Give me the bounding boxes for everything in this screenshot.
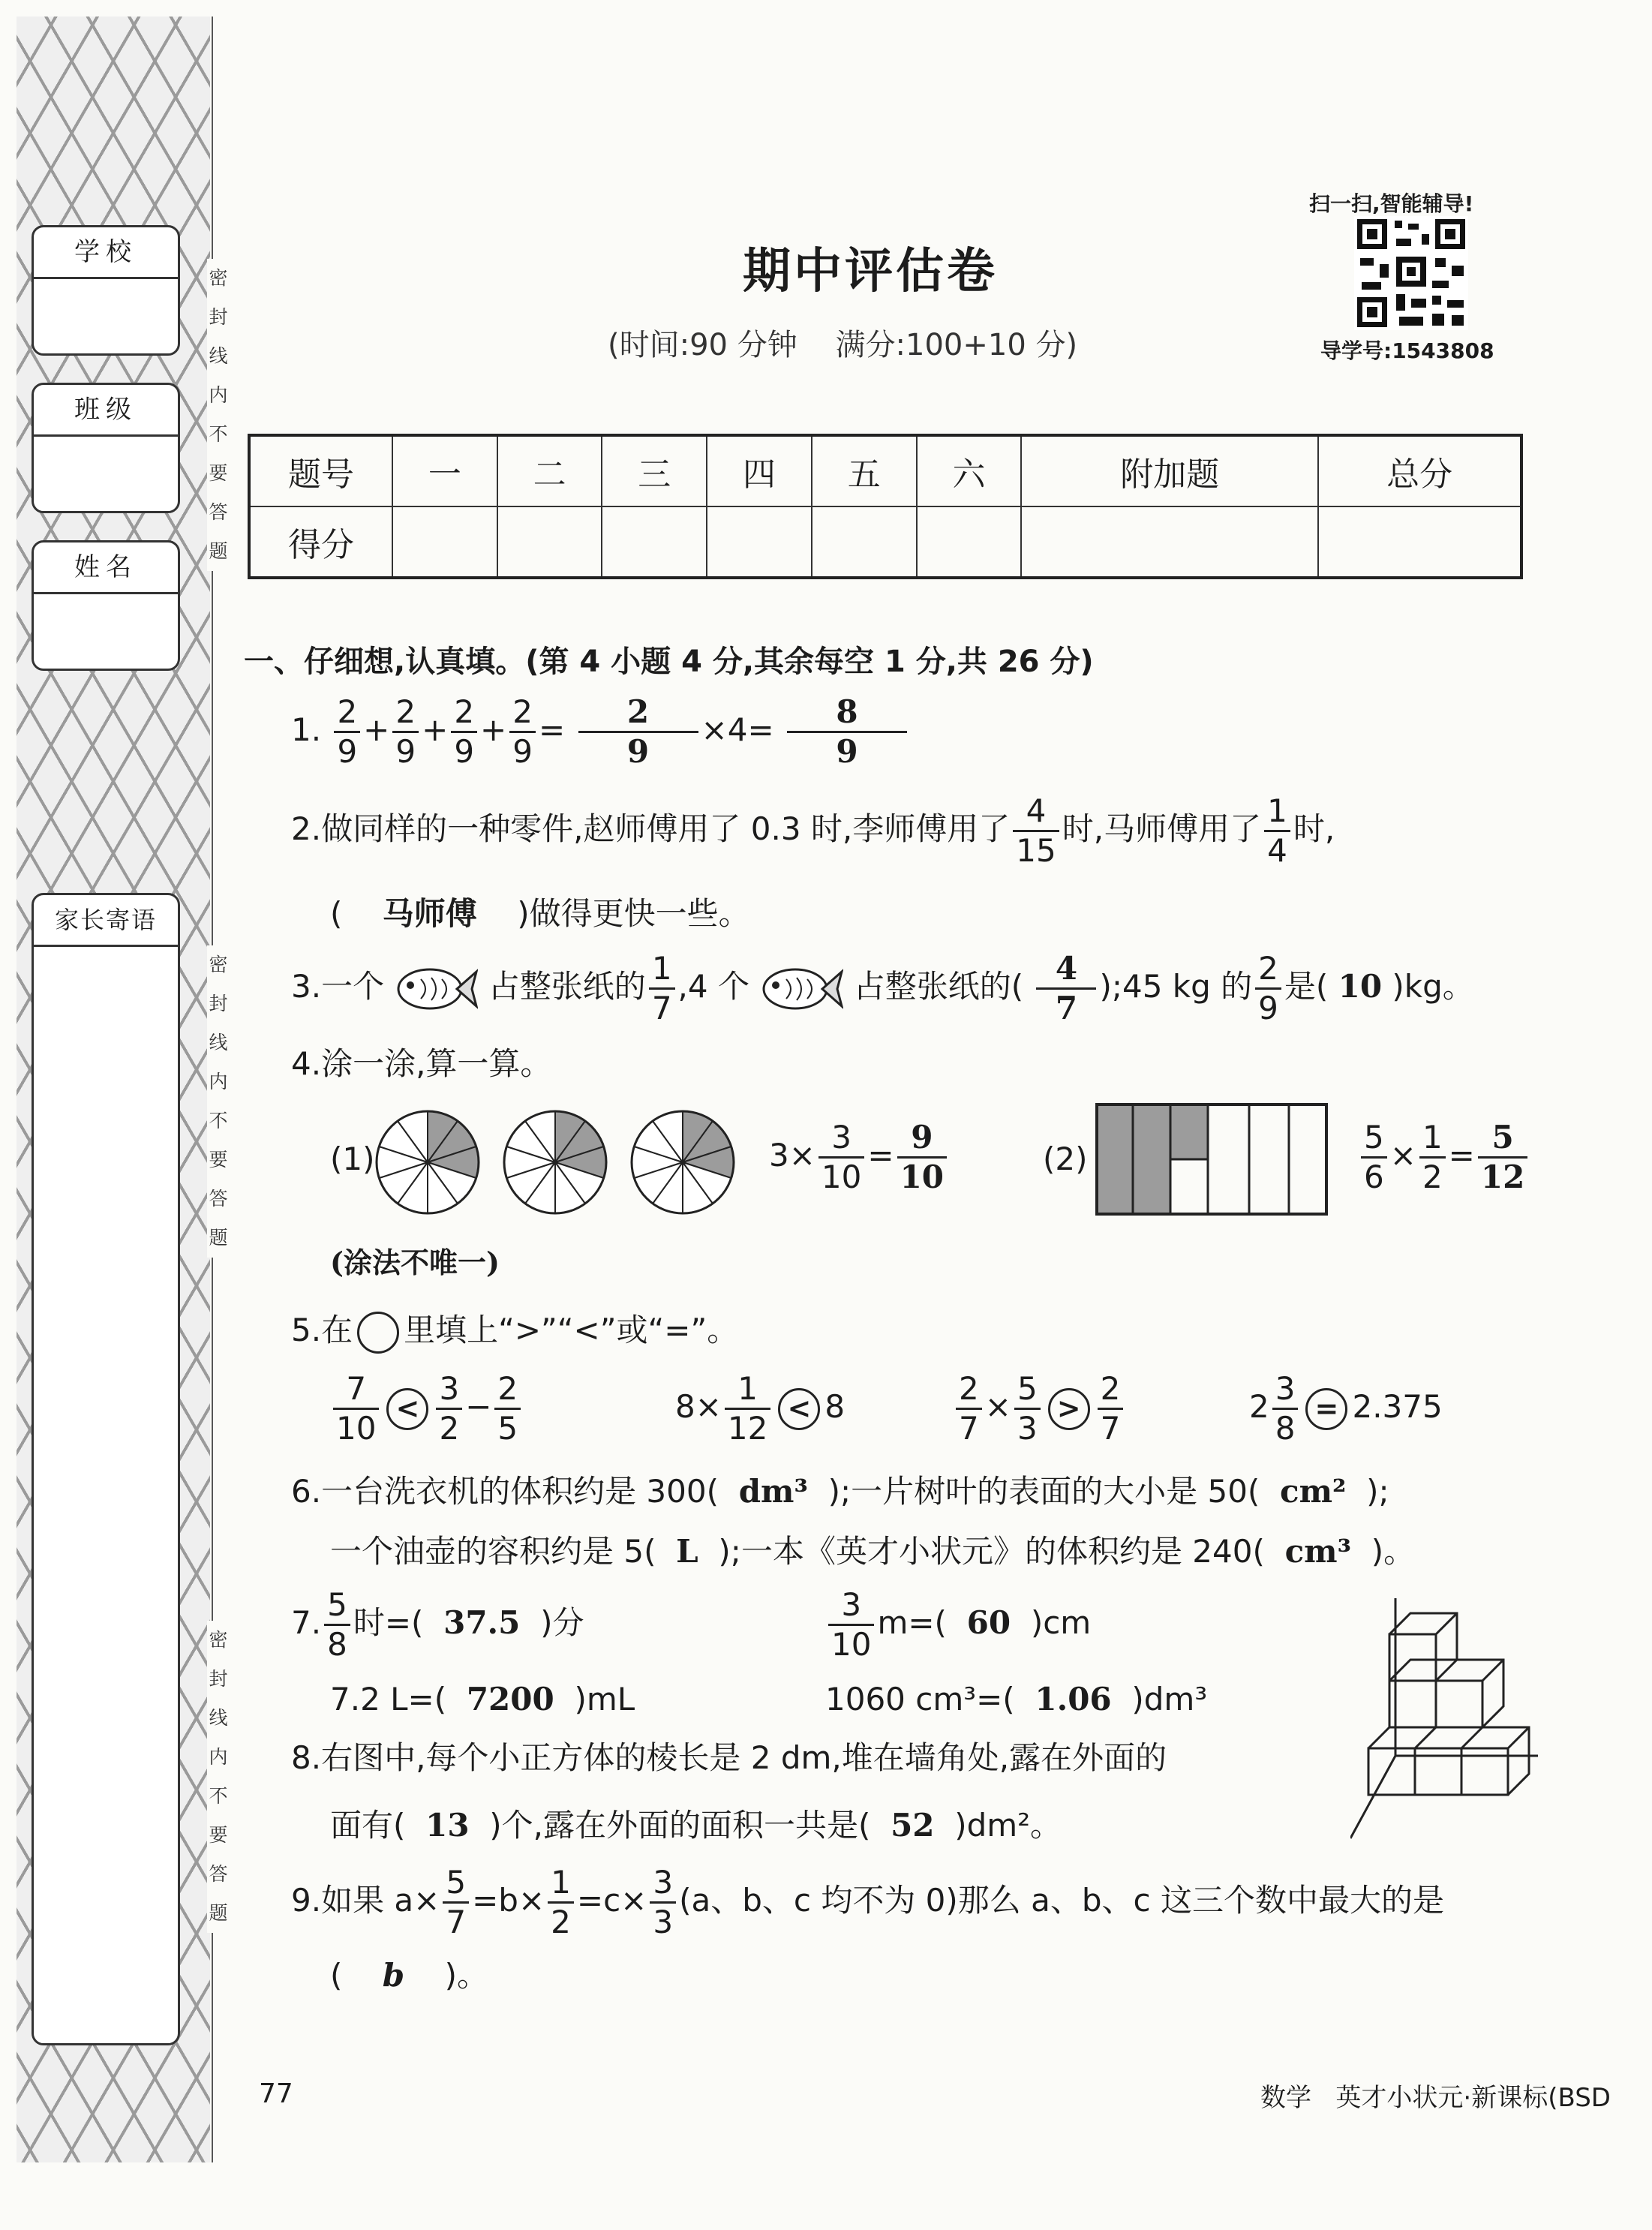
seal-text-1: 密 封 线 内 不 要 答 题 <box>207 259 230 571</box>
answer-blank[interactable]: 10 <box>1338 968 1383 1005</box>
table-header-cell: 四 <box>707 435 812 506</box>
answer-blank[interactable]: 60 <box>966 1604 1011 1641</box>
comparison-4: 2 $\frac{3}{8}$ = 2.375 <box>1249 1370 1443 1447</box>
answer-blank[interactable]: 13 <box>425 1807 470 1844</box>
table-header-cell: 一 <box>392 435 497 506</box>
question-6-line-2: 一个油壶的容积约是 5( L );一本《英才小状元》的体积约是 240( cm³ )。 <box>330 1533 1416 1570</box>
question-2: 2.做同样的一种零件,赵师傅用了 0.3 时,李师傅用了 $\frac{4}{15}$ 时,马师傅用了 $\frac{1}{4}$ 时, <box>291 792 1335 869</box>
answer-blank[interactable]: L <box>676 1533 698 1570</box>
table-header-cell: 题号 <box>249 435 392 506</box>
comparison-1: $\frac{7}{10}$ < $\frac{3}{2}$ − $\frac{2}{5}$ <box>330 1373 524 1444</box>
score-table-header-row <box>249 435 1521 506</box>
score-cell[interactable] <box>1318 506 1521 578</box>
table-header-cell: 六 <box>917 435 1022 506</box>
score-cell[interactable] <box>917 506 1022 578</box>
answer-blank[interactable]: cm² <box>1280 1473 1347 1510</box>
question-4-part-1-equation: 3× $\frac{3}{10}$ = $\frac{9}{10}$ <box>769 1122 950 1193</box>
page-number: 77 <box>259 2078 293 2109</box>
school-label: 学校 <box>34 227 178 279</box>
guide-number: 导学号:1543808 <box>1320 338 1494 363</box>
series-footer: 数学 英才小状元·新课标(BSD <box>1260 2083 1611 2113</box>
name-box <box>32 540 180 671</box>
answer-blank[interactable]: $\frac{8}{9}$ <box>787 696 907 768</box>
section-heading: 一、仔细想,认真填。(第 4 小题 4 分,其余每空 1 分,共 26 分) <box>244 645 1094 679</box>
table-header-cell: 附加题 <box>1021 435 1318 506</box>
score-cell[interactable] <box>497 506 602 578</box>
qr-caption: 扫一扫,智能辅导! <box>1309 191 1474 216</box>
answer-blank[interactable]: b <box>382 1957 405 1994</box>
score-table <box>248 434 1523 579</box>
shaded-circles-figure <box>375 1107 735 1217</box>
seal-text-3: 密 封 线 内 不 要 答 题 <box>207 1621 230 1933</box>
class-label: 班级 <box>34 385 178 437</box>
question-7-part-c: 7.2 L=( 7200 )mL <box>330 1681 635 1718</box>
answer-blank[interactable]: < <box>778 1388 820 1430</box>
parent-message-label: 家长寄语 <box>34 895 178 947</box>
shaded-rectangle-figure <box>1095 1103 1328 1216</box>
circle-icon <box>357 1312 399 1354</box>
question-1: 1. $\frac{2}{9}$ + $\frac{2}{9}$ + $\frac{2}{9}$ + $\frac{2}{9}$ = $\frac{2}{9}$ ×4= $\frac{8}{9}$ <box>291 696 910 768</box>
answer-blank[interactable]: > <box>1048 1388 1090 1430</box>
question-9: 9.如果 a× $\frac{5}{7}$ =b× $\frac{1}{2}$ =c× $\frac{3}{3}$ (a、b、c 均不为 0)那么 a、b、c 这三个数中最大的是 <box>291 1864 1444 1940</box>
name-label: 姓名 <box>34 542 178 594</box>
question-8: 8.右图中,每个小正方体的棱长是 2 dm,堆在墙角处,露在外面的 <box>291 1739 1167 1776</box>
table-header-cell: 总分 <box>1318 435 1521 506</box>
school-box <box>32 225 180 356</box>
answer-blank[interactable]: cm³ <box>1284 1533 1351 1570</box>
table-row-label: 得分 <box>249 506 392 578</box>
answer-blank[interactable]: $\frac{9}{10}$ <box>897 1122 947 1193</box>
answer-blank[interactable]: = <box>1305 1388 1347 1430</box>
question-4-part-1-label: (1) <box>330 1141 375 1177</box>
question-6: 6.一台洗衣机的体积约是 300( dm³ );一片树叶的表面的大小是 50( cm² ); <box>291 1473 1389 1510</box>
answer-blank[interactable]: 7200 <box>466 1681 554 1718</box>
question-2-line-2: ( 马师傅 )做得更快一些。 <box>330 895 750 932</box>
answer-blank[interactable]: 37.5 <box>443 1604 521 1641</box>
score-cell[interactable] <box>392 506 497 578</box>
table-header-cell: 三 <box>602 435 707 506</box>
answer-blank[interactable]: 1.06 <box>1035 1681 1112 1718</box>
question-8-line-2: 面有( 13 )个,露在外面的面积一共是( 52 )dm²。 <box>330 1807 1062 1844</box>
question-4: 4.涂一涂,算一算。 <box>291 1045 552 1082</box>
comparison-3: $\frac{2}{7}$ × $\frac{5}{3}$ > $\frac{2}{7}$ <box>953 1373 1126 1444</box>
answer-blank[interactable]: $\frac{5}{12}$ <box>1478 1122 1527 1193</box>
score-cell[interactable] <box>812 506 917 578</box>
question-9-answer-line: ( b )。 <box>330 1957 488 1994</box>
question-4-note: (涂法不唯一) <box>330 1246 500 1279</box>
table-header-cell: 五 <box>812 435 917 506</box>
seal-text-2: 密 封 线 内 不 要 答 题 <box>207 945 230 1258</box>
answer-blank[interactable]: dm³ <box>738 1473 808 1510</box>
table-header-cell: 二 <box>497 435 602 506</box>
answer-blank[interactable]: $\frac{2}{9}$ <box>578 696 698 768</box>
question-7-part-d: 1060 cm³=( 1.06 )dm³ <box>825 1681 1208 1718</box>
qr-code-icon[interactable] <box>1354 216 1468 330</box>
answer-blank[interactable]: $\frac{4}{7}$ <box>1036 953 1096 1024</box>
fish-icon <box>759 963 843 1015</box>
exam-subtitle: (时间:90 分钟 满分:100+10 分) <box>608 328 1078 362</box>
fish-icon <box>394 963 478 1015</box>
answer-blank[interactable]: < <box>386 1388 428 1430</box>
question-5: 5.在 里填上“>”“<”或“=”。 <box>291 1306 738 1354</box>
page-title: 期中评估卷 <box>743 243 998 299</box>
score-cell[interactable] <box>1021 506 1318 578</box>
score-table-score-row <box>249 506 1521 578</box>
question-7-part-b: $\frac{3}{10}$ m=( 60 )cm <box>825 1589 1091 1660</box>
answer-blank[interactable]: 52 <box>891 1807 935 1844</box>
class-box <box>32 383 180 513</box>
answer-blank[interactable]: 马师傅 <box>382 895 477 932</box>
question-4-part-2-label: (2) <box>1043 1141 1088 1177</box>
question-7: 7. $\frac{5}{8}$ 时=( 37.5 )分 <box>291 1586 584 1663</box>
question-number: 1. <box>291 711 322 748</box>
question-4-part-2-equation: $\frac{5}{6}$ × $\frac{1}{2}$ = $\frac{5}{12}$ <box>1358 1122 1530 1193</box>
comparison-2: 8× $\frac{1}{12}$ < 8 <box>675 1370 846 1447</box>
stacked-cubes-figure <box>1350 1591 1538 1853</box>
parent-message-box <box>32 893 180 2045</box>
score-cell[interactable] <box>602 506 707 578</box>
question-3: 3.一个 占整张纸的 $\frac{1}{7}$ ,4 个 占整张纸的( $\frac{4}{7}$ );45 kg 的 $\frac{2}{9}$ 是( 10 )kg。 <box>291 950 1474 1026</box>
score-cell[interactable] <box>707 506 812 578</box>
